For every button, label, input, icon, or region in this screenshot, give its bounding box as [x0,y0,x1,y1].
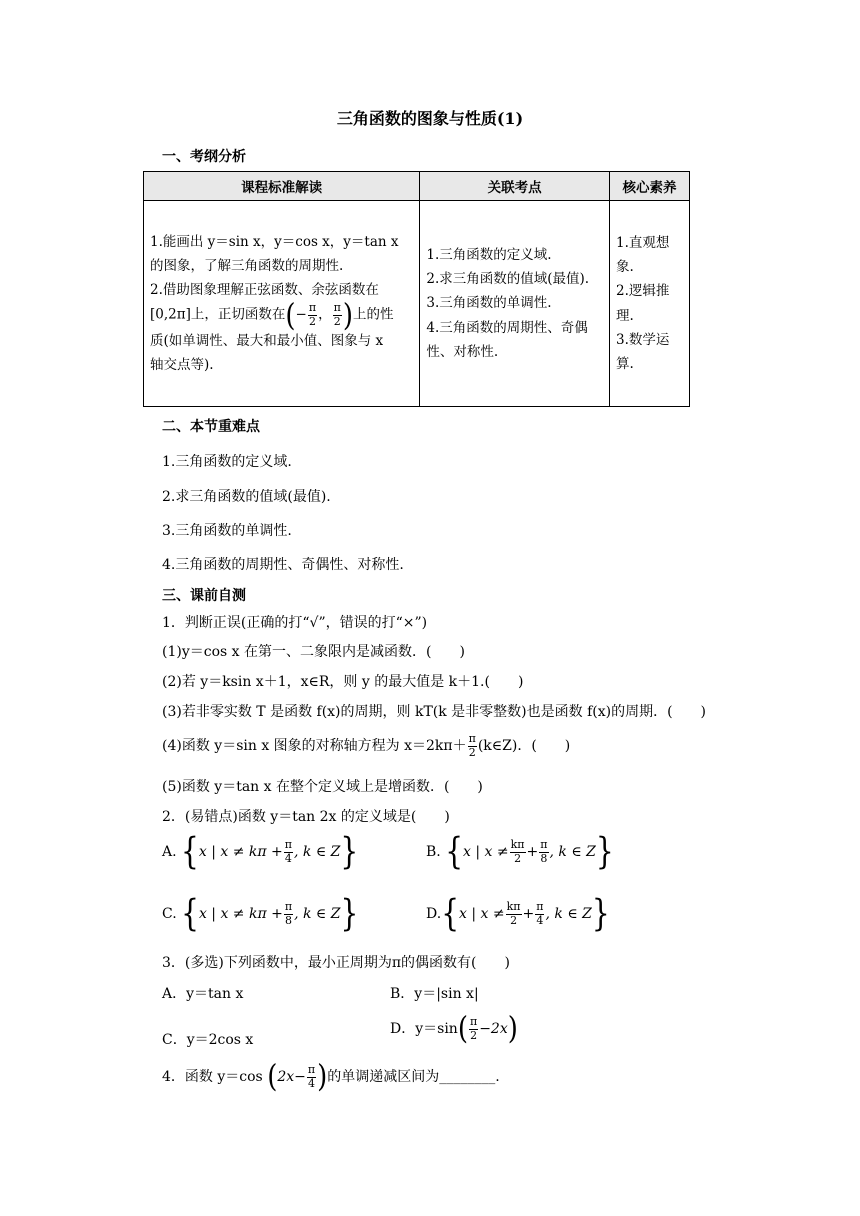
option-math: , k ∈ Z [545,906,592,922]
brace-open: { [445,829,464,873]
numerator: π [469,1015,478,1028]
option-label: A. [162,844,177,860]
option-label: C. [162,906,177,922]
denominator: 8 [540,851,548,865]
numerator: π [540,837,548,851]
fraction [308,302,317,328]
option-math: , k ∈ Z [294,906,341,922]
statement-text: (4)函数 y＝sin x 图象的对称轴方程为 x＝2kπ＋ [162,738,467,755]
statement: (1)y＝cos x 在第一、二象限内是减函数．( ) [162,644,465,660]
question-text: 的单调递减区间为________. [327,1069,500,1086]
brace-close: } [595,829,614,873]
numerator: π [284,899,293,913]
page-title: 三角函数的图象与性质(1) [336,109,524,128]
option-math: , k ∈ Z [549,844,596,860]
cell-line: 3.三角函数的单调性. [426,295,552,312]
table-cell-standards [144,201,420,407]
cell-line: 1.能画出 y＝sin x，y＝cos x，y＝tan x [150,234,399,251]
statement-text: (k∈Z)．( ) [477,738,571,755]
option-a[interactable]: A．y＝tan x [162,986,244,1002]
paren-close: ) [317,1059,328,1096]
cell-line: 2.借助图象理解正弦函数、余弦函数在 [150,282,379,299]
brace-close: } [591,891,610,935]
cell-line [150,297,413,334]
cell-text: 上的性 [352,307,394,323]
denominator: 2 [333,315,341,328]
cell-line: 1.三角函数的定义域. [426,247,552,264]
table-header: 关联考点 [420,172,610,201]
paren-open: ( [267,1059,278,1096]
brace-close: } [340,829,359,873]
fraction [284,901,293,927]
denominator: 8 [284,913,292,927]
fraction [535,901,544,927]
option-b[interactable] [426,829,614,873]
denominator: 4 [308,1076,315,1090]
numerator: π [468,732,476,745]
cell-line: 2.求三角函数的值域(最值). [426,271,590,288]
table-header-row [144,172,690,201]
denominator: 2 [514,851,522,865]
statement: (3)若非零实数 T 是函数 f(x)的周期，则 kT(k 是非零整数)也是函数 f(x)的周期．( ) [162,704,707,720]
question-stem: 2．(易错点)函数 y＝tan 2x 的定义域是( ) [162,809,450,825]
list-item: 4.三角函数的周期性、奇偶性、对称性. [162,557,404,573]
numerator: kπ [506,899,521,913]
brace-close: } [340,891,359,935]
table-cell-literacy [609,201,689,407]
question-text: 4．函数 y＝cos [162,1069,263,1086]
brace-open: { [181,829,199,873]
question-stem: 1．判断正误(正确的打“√”，错误的打“×”) [162,615,428,631]
option-a[interactable] [162,829,359,873]
option-math: x | x ≠ kπ + [198,844,283,860]
numerator: π [536,899,544,913]
cell-line: 3.数学运算. [615,331,670,372]
statement [162,733,570,759]
question-stem: 3．(多选)下列函数中，最小正周期为π的偶函数有( ) [162,955,510,971]
statement: (5)函数 y＝tan x 在整个定义域上是增函数．( ) [162,779,483,795]
comma: ， [318,307,332,323]
numerator: π [307,1063,316,1076]
option-math: x | x ≠ [459,906,505,922]
plus-sign: + [526,844,539,860]
option-c[interactable]: C．y＝2cos x [162,1032,254,1048]
table-row [144,201,690,407]
section-heading-outline: 一、考纲分析 [162,149,246,165]
fraction [468,733,477,759]
cell-line: 4.三角函数的周期性、奇偶 [426,319,588,336]
fraction [469,1016,478,1042]
option-label: B. [426,844,441,860]
numerator: π [308,301,317,315]
fraction [510,839,526,865]
list-item: 2.求三角函数的值域(最值). [162,489,331,505]
cell-line: 性、对称性. [426,343,499,360]
section-heading-self-test: 三、课前自测 [162,588,246,604]
option-text: D．y＝sin [390,1021,458,1038]
numerator: π [333,301,341,315]
option-b[interactable]: B．y＝|sin x| [390,986,479,1002]
cell-line: 1.直观想象. [615,235,670,276]
cell-line: 的图象，了解三角函数的周期性. [150,258,344,275]
option-label: D. [426,906,442,922]
plus-sign: + [522,906,535,922]
denominator: 4 [536,913,544,927]
option-math: x | x ≠ [463,844,509,860]
denominator: 2 [510,913,518,927]
table-cell-topics [420,201,610,407]
fraction [506,901,522,927]
question-stem [162,1059,500,1096]
option-d[interactable] [426,891,610,935]
fraction [539,839,548,865]
cell-line: 质(如单调性、最大和最小值、图象与 x [150,332,384,349]
fraction [333,302,342,328]
fraction [307,1064,316,1090]
option-math: , k ∈ Z [293,844,341,860]
minus-sign: − [295,307,307,323]
denominator: 2 [470,1028,478,1042]
list-item: 3.三角函数的单调性. [162,523,292,539]
numerator: kπ [510,837,525,851]
brace-open: { [181,891,199,935]
brace-open: { [441,891,460,935]
paren-open: ( [285,297,296,334]
cell-text: [0,2π]上，正切函数在 [150,307,286,323]
numerator: π [284,837,292,851]
cell-line: 轴交点等). [150,356,214,373]
question-math: 2x− [277,1069,306,1086]
option-d[interactable] [390,1011,518,1048]
paren-open: ( [457,1011,468,1048]
list-item: 1.三角函数的定义域. [162,454,292,470]
table-header: 核心素养 [609,172,689,201]
cell-line: 2.逻辑推理. [615,283,670,324]
denominator: 2 [468,745,476,759]
statement: (2)若 y＝ksin x＋1，x∈R，则 y 的最大值是 k＋1.( ) [162,674,524,690]
option-math: x | x ≠ kπ + [198,906,283,922]
outline-table [143,171,690,407]
fraction [284,839,293,865]
paren-close: ) [342,297,353,334]
option-c[interactable] [162,891,359,935]
denominator: 2 [308,315,316,328]
section-heading-key-points: 二、本节重难点 [162,419,260,435]
paren-close: ) [507,1011,518,1048]
option-math: −2x [479,1021,508,1038]
table-header: 课程标准解读 [144,172,420,201]
denominator: 4 [284,851,292,865]
